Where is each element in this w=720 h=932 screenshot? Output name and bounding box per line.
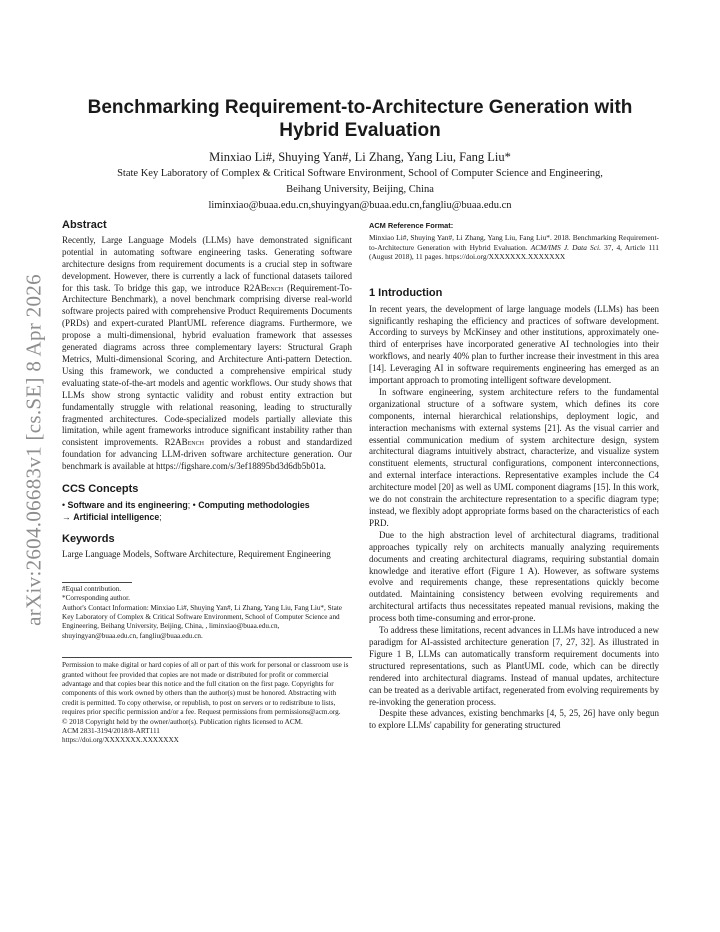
arxiv-identifier-stamp: [14, 240, 54, 660]
intro-paragraph-2: In software engineering, system architecture refers to the fundamental organizational structure of a software system, which defines its core components, internal hierarchical relationships, deployment logic, and interaction mechanisms with external systems [21]. As the visual carrier and essential communication medium of system architecture design, system architectural diagrams intuitively abstract, characterize, and visualize system constituent elements, structural configurations, component interconnections, and external interface interactions. Representative examples include the C4 architecture model [20] as well as UML component diagrams [15]. In this work, we do not constrain the architecture representation to a specific diagram type; instead, we flexibly adopt appropriate forms based on the characteristics of each PRD.: [369, 386, 659, 528]
introduction-section: [369, 288, 659, 733]
affiliation-line-1: State Key Laboratory of Complex & Critical Software Environment, School of Computer Science and Engineering,: [117, 168, 603, 179]
keywords-text: Large Language Models, Software Architecture, Requirement Engineering: [62, 548, 331, 559]
author-list: Minxiao Li#, Shuying Yan#, Li Zhang, Yang Liu, Fang Liu*: [209, 150, 511, 164]
ccs-text: • Software and its engineering; • Computing methodologies → Artificial intelligence;: [62, 499, 310, 522]
footnote-contact: Author's Contact Information: Minxiao Li#, Shuying Yan#, Li Zhang, Yang Liu, Fang Liu*, State Key Laboratory of Complex & Critical Software Environment, School of Computer Science and Engineering, Beihang University, Beijing, China, , liminxiao@buaa.edu.cn, shuyingyan@buaa.edu.cn, fangliu@buaa.edu.cn.: [62, 603, 342, 640]
abstract-section: [62, 220, 352, 473]
keywords-heading: Keywords: [62, 532, 115, 545]
author-emails: liminxiao@buaa.edu.cn,shuyingyan@buaa.edu.cn,fangliu@buaa.edu.cn: [208, 200, 512, 211]
paper-header: [60, 96, 660, 213]
right-column: [369, 220, 659, 732]
intro-paragraph-4: To address these limitations, recent advances in LLMs have introduced a new paradigm for AI-assisted architecture generation [7, 27, 32]. As illustrated in Figure 1 B, LLMs can automatically transform requirement documents into structured representations, such as PlantUML code, which can be directly rendered into architectural diagrams. Instead of manual updates, architecture can be treated as a derivable artifact, regenerated from evolving requirements by re-invoking the generation process.: [369, 625, 659, 707]
abstract-heading: Abstract: [62, 219, 107, 231]
permission-text: Permission to make digital or hard copies of all or part of this work for personal or classroom use is granted without fee provided that copies are not made or distributed for profit or commercial advantage and that copies bear this notice and the full citation on the first page. Copyrights for components of this work owned by others than the author(s) must be honored. Abstracting with credit is permitted. To copy otherwise, or republish, to post on servers or to redistribute to lists, requires prior specific permission and/or a fee. Request permissions from permissions@acm.org.: [62, 661, 349, 717]
intro-paragraph-5: Despite these advances, existing benchmarks [4, 5, 25, 26] have only begun to explore LLMs' capability for generating structured: [369, 708, 659, 731]
permission-rule: [62, 657, 352, 658]
acm-ref-heading: ACM Reference Format:: [369, 221, 454, 230]
keywords-section: [62, 534, 352, 561]
affiliation-line-2: Beihang University, Beijing, China: [286, 184, 434, 195]
footnote-rule: [62, 582, 132, 583]
footnote-corresponding: *Corresponding author.: [62, 594, 130, 603]
arxiv-id: arXiv:2604.06683v1 [cs.SE] 8 Apr 2026: [21, 274, 46, 626]
intro-paragraph-3: Due to the high abstraction level of architectural diagrams, traditional approaches typically rely on architects manually analyzing requirements documents and creating architectural diagrams, requiring substantial domain knowledge and iterative effort (Figure 1 A). However, as software systems evolve and requirements change, these representations quickly become outdated. Maintaining consistency between evolving requirements and architectural artifacts thus necessitates repeated manual revisions, making the process both time-consuming and error-prone.: [369, 529, 659, 624]
intro-paragraph-1: In recent years, the development of large language models (LLMs) has been significantly reshaping the efficiency and practices of software development. According to surveys by McKinsey and other institutions, approximately one-third of enterprises have incorporated generative AI technologies into their workflows, and nearly 40% plan to further increase their investment in this area [14]. Leveraging AI in software requirements engineering has emerged as an important approach to promoting intelligent software development.: [369, 303, 659, 386]
footnote-equal: #Equal contribution.: [62, 584, 122, 593]
abstract-text: Recently, Large Language Models (LLMs) have demonstrated significant potential in automating software engineering tasks. Generating software architecture designs from requirement documents is a crucial step in software development. However, there is currently a lack of functional datasets tailored for this task. To bridge this gap, we introduce R2ABench (Requirement-To-Architecture Benchmark), a novel benchmark comprising diverse real-world software projects paired with comprehensive Product Requirements Documents (PRDs) and expert-curated PlantUML reference diagrams. Furthermore, we propose a multi-dimensional, hybrid evaluation framework that assesses generated diagrams across three complementary layers: Structural Graph Metrics, Multi-dimensional Scoring, and Architecture Anti-pattern Detection. Using this framework, we conducted a comprehensive empirical study evaluating state-of-the-art models and agentic workflows. Our study shows that LLMs show strong syntactic validity and robust entity extraction but fundamentally struggle with relational reasoning, leading to structurally fragmented architectures. Code-specialized models partially alleviate this limitation, while agent frameworks introduce significant instability rather than consistent improvements. R2ABench provides a robust and standardized foundation for advancing LLM-driven software architecture generation. Our benchmark is available at https://figshare.com/s/3ef18895bd3d6db5b01a.: [62, 234, 352, 472]
ccs-concepts-section: [62, 484, 352, 523]
left-column: [62, 220, 352, 746]
doi-line: https://doi.org/XXXXXXX.XXXXXXX: [62, 736, 179, 745]
permission-block: [62, 657, 352, 746]
footnotes: [62, 582, 352, 641]
issn-line: ACM 2831-3194/2018/8-ART111: [62, 727, 160, 736]
acm-ref-text: Minxiao Li#, Shuying Yan#, Li Zhang, Yang Liu, Fang Liu*. 2018. Benchmarking Requirement-to-Architecture Generation with Hybrid Evaluation. ACM/IMS J. Data Sci. 37, 4, Article 111 (August 2018), 11 pages. https://doi.org/XXXXXXX.XXXXXXX: [369, 232, 659, 262]
copyright-line: © 2018 Copyright held by the owner/author(s). Publication rights licensed to ACM.: [62, 717, 303, 726]
introduction-heading: 1 Introduction: [369, 286, 443, 299]
acm-reference-format: [369, 220, 659, 262]
ccs-heading: CCS Concepts: [62, 483, 139, 496]
paper-title: Benchmarking Requirement-to-Architecture Generation with Hybrid Evaluation: [87, 97, 633, 141]
